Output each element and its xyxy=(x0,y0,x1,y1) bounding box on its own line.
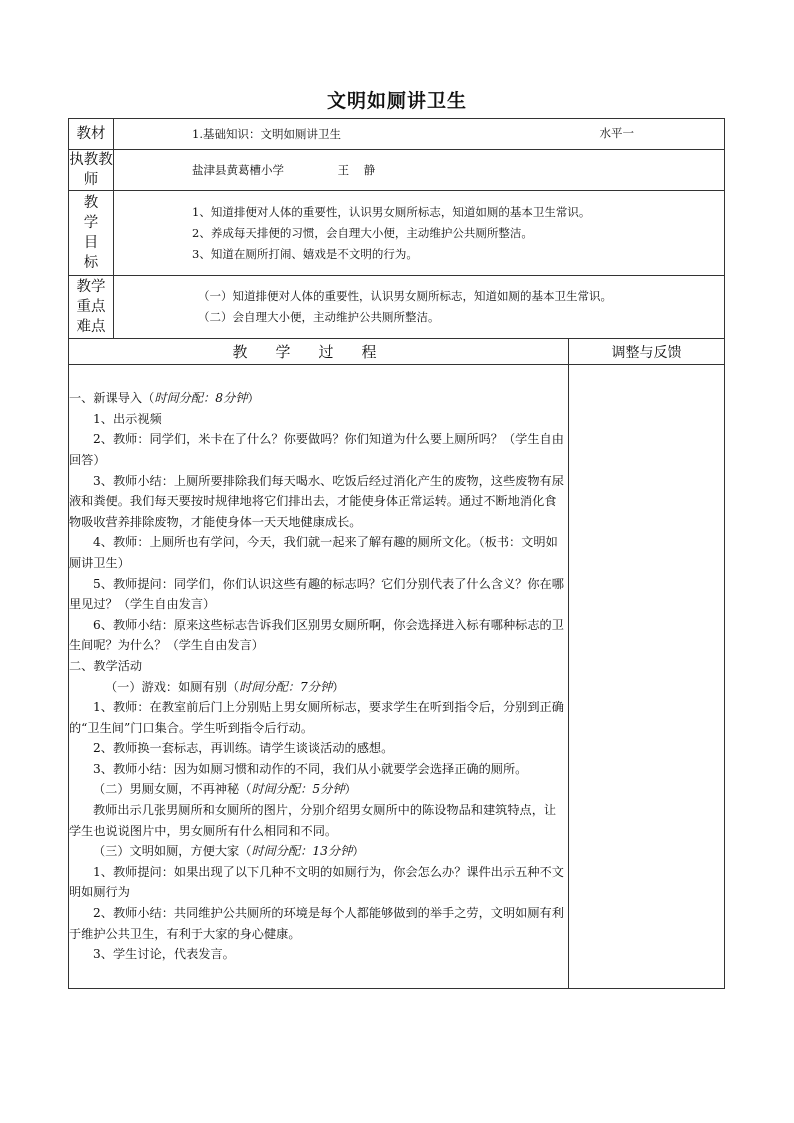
process-paragraph: 6、教师小结：原来这些标志告诉我们区别男女厕所啊，你会选择进入标有哪种标志的卫生间呢？为什么？（学生自由发言） xyxy=(69,617,564,653)
keypoint-item: （二）会自理大小便，主动维护公共厕所整洁。 xyxy=(198,310,440,324)
process-header: 教学过程 xyxy=(69,339,569,365)
teacher-label: 执教教师 xyxy=(69,150,114,191)
time-allocation: 时间分配：13分钟 xyxy=(251,844,353,859)
page-title: 文明如厕讲卫生 xyxy=(326,90,467,112)
keypoints-label-line: 难点 xyxy=(76,319,106,335)
objective-item: 1、知道排便对人体的重要性，认识男女厕所标志，知道如厕的基本卫生常识。 xyxy=(192,204,591,219)
teacher-cell xyxy=(114,150,725,191)
objectives-label-line: 教 xyxy=(83,195,99,211)
objectives-label xyxy=(69,191,114,276)
material-cell xyxy=(114,119,725,150)
keypoints-label-line: 教学 xyxy=(76,279,106,295)
process-paragraph: 3、教师小结：因为如厕习惯和动作的不同，我们从小就要学会选择正确的厕所。 xyxy=(93,761,528,776)
time-allocation: 时间分配：8分钟 xyxy=(154,391,248,406)
process-paragraph: 1、教师：在教室前后门上分别贴上男女厕所标志，要求学生在听到指令后，分别到正确的“卫生间”门口集合。学生听到指令后行动。 xyxy=(69,700,564,735)
activity-title: （二）男厕女厕，不再神秘（时间分配：5分钟） xyxy=(93,782,357,797)
objective-item: 3、知道在厕所打闹、嬉戏是不文明的行为。 xyxy=(192,246,418,261)
objectives-label-line: 标 xyxy=(83,255,99,271)
teacher-name: 王 静 xyxy=(337,163,376,177)
process-paragraph: 1、教师提问：如果出现了以下几种不文明的如厕行为，你会怎么办？课件出示五种不文明如厕行为 xyxy=(69,864,564,900)
material-label: 教材 xyxy=(69,119,114,150)
keypoints-label xyxy=(69,276,114,339)
process-paragraph: 2、教师换一套标志，再训练。请学生谈谈活动的感想。 xyxy=(93,741,394,756)
level-value: 水平一 xyxy=(599,126,634,140)
process-paragraph: 2、教师：同学们，米卡在了什么？你要做吗？你们知道为什么要上厕所吗？（学生自由回答） xyxy=(69,432,564,467)
objective-item: 2、养成每天排便的习惯，会自理大小便，主动维护公共厕所整洁。 xyxy=(192,225,533,240)
feedback-cell xyxy=(569,365,725,989)
objectives-cell xyxy=(114,191,725,276)
keypoints-cell xyxy=(114,276,725,339)
process-paragraph: 2、教师小结：共同维护公共厕所的环境是每个人都能够做到的举手之劳，文明如厕有利于维护公共卫生，有利于大家的身心健康。 xyxy=(69,906,564,941)
school-name: 盐津县黄葛槽小学 xyxy=(192,163,284,177)
keypoints-label-line: 重点 xyxy=(76,299,106,315)
process-paragraph: 3、教师小结：上厕所要排除我们每天喝水、吃饭后经过消化产生的废物，这些废物有尿液和粪便。我们每天要按时规律地将它们排出去，才能使身体正常运转。通过不断地消化食物吸收营养排除废物，才能使身体一天天地健康成长。 xyxy=(69,473,564,529)
process-body xyxy=(69,365,569,989)
objectives-label-line: 目 xyxy=(83,235,99,251)
process-paragraph: 1、出示视频 xyxy=(93,411,162,426)
activity-title: （三）文明如厕，方便大家（时间分配：13分钟） xyxy=(93,844,365,859)
lesson-plan-table xyxy=(68,118,725,989)
time-allocation: 时间分配：7分钟 xyxy=(239,679,333,694)
material-value: 1.基础知识：文明如厕讲卫生 xyxy=(192,127,341,141)
process-paragraph: 3、学生讨论，代表发言。 xyxy=(93,947,235,962)
feedback-header: 调整与反馈 xyxy=(569,339,725,365)
activity-title: （一）游戏：如厕有别（时间分配：7分钟） xyxy=(105,679,345,694)
section-title: 二、教学活动 xyxy=(69,658,143,673)
objectives-label-line: 学 xyxy=(83,215,99,231)
section-title: 一、新课导入（时间分配：8分钟） xyxy=(69,391,260,406)
time-allocation: 时间分配：5分钟 xyxy=(251,782,345,797)
process-paragraph: 教师出示几张男厕所和女厕所的图片，分别介绍男女厕所中的陈设物品和建筑特点，让学生也说说图片中，男女厕所有什么相同和不同。 xyxy=(69,803,557,838)
process-paragraph: 5、教师提问：同学们，你们认识这些有趣的标志吗？它们分别代表了什么含义？你在哪里见过？（学生自由发言） xyxy=(69,576,564,612)
keypoint-item: （一）知道排便对人体的重要性，认识男女厕所标志，知道如厕的基本卫生常识。 xyxy=(198,289,612,303)
process-paragraph: 4、教师：上厕所也有学问，今天，我们就一起来了解有趣的厕所文化。（板书：文明如厕讲卫生） xyxy=(69,535,558,570)
